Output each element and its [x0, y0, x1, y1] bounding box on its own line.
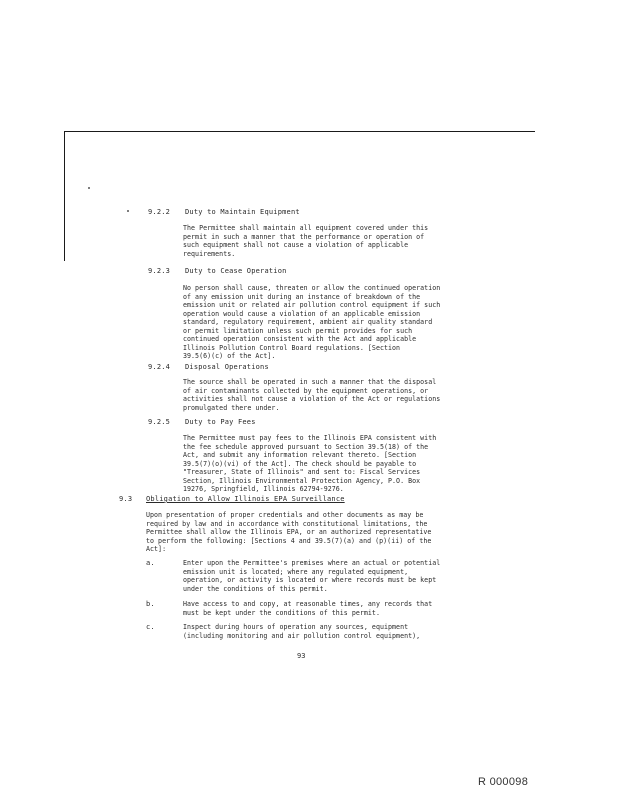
- section-intro: Upon presentation of proper credentials and other documents as may be required by law and in accordance with constitutional limitations, the Permittee shall allow the Illinois EPA, or an authorized representative to perform the following: [Sections 4 and 39.5(7)(a) and (p)(ii) of the Act]:: [146, 511, 432, 553]
- section-body: The Permittee shall maintain all equipment covered under this permit in such a manner that the performance or operation of such equipment shall not cause a violation of applicable requirements.: [183, 224, 429, 258]
- item-text: Enter upon the Permittee's premises where an actual or potential emission unit is located; where any regulated equipment, operation, or activity is located or where records must be kept under the conditions of this permit.: [183, 559, 441, 593]
- page-number: 93: [297, 652, 306, 660]
- section-body: No person shall cause, threaten or allow the continued operation of any emission unit during an instance of breakdown of the emission unit or related air pollution control equipment if such operation would cause a violation of an applicable emission standard, regulatory requirement, ambient air quality standard or permit limitation unless such permit provides for such continued operation consistent with the Act and applicable Illinois Pollution Control Board regulations. [Section 39.5(6)(c) of the Act].: [183, 284, 441, 360]
- section-heading: Duty to Cease Operation: [185, 267, 287, 275]
- section-heading: Duty to Maintain Equipment: [185, 208, 300, 216]
- section-number: 9.2.3: [148, 267, 171, 275]
- item-text: Have access to and copy, at reasonable times, any records that must be kept under the conditions of this permit.: [183, 600, 433, 617]
- section-body: The source shall be operated in such a manner that the disposal of air contaminants collected by the equipment operations, or activities shall not cause a violation of the Act or regulations promulgated there under.: [183, 378, 441, 412]
- item-letter: c.: [146, 623, 155, 631]
- bates-number: R 000098: [478, 776, 529, 788]
- left-rule: [64, 131, 65, 261]
- item-text: Inspect during hours of operation any sources, equipment (including monitoring and air pollution control equipment),: [183, 623, 421, 640]
- section-heading: Obligation to Allow Illinois EPA Surveillance: [146, 495, 345, 503]
- section-number: 9.3: [119, 495, 133, 503]
- section-body: The Permittee must pay fees to the Illinois EPA consistent with the fee schedule approved pursuant to Section 39.5(18) of the Act, and submit any information relevant thereto. [Section 39.5(7)(o)(vi) of the Act]. The check should be payable to "Treasurer, State of Illinois" and sent to: Fiscal Services Section, Illinois Environmental Protection Agency, P.O. Box 19276, Springfield, Illinois 62794-9276.: [183, 434, 437, 493]
- scan-speck: [88, 187, 90, 189]
- section-number: 9.2.4: [148, 363, 171, 371]
- section-heading: Disposal Operations: [185, 363, 269, 371]
- scan-speck: [127, 210, 129, 212]
- item-letter: a.: [146, 559, 155, 567]
- section-number: 9.2.2: [148, 208, 171, 216]
- section-heading: Duty to Pay Fees: [185, 418, 256, 426]
- top-rule: [65, 131, 535, 132]
- item-letter: b.: [146, 600, 155, 608]
- section-number: 9.2.5: [148, 418, 171, 426]
